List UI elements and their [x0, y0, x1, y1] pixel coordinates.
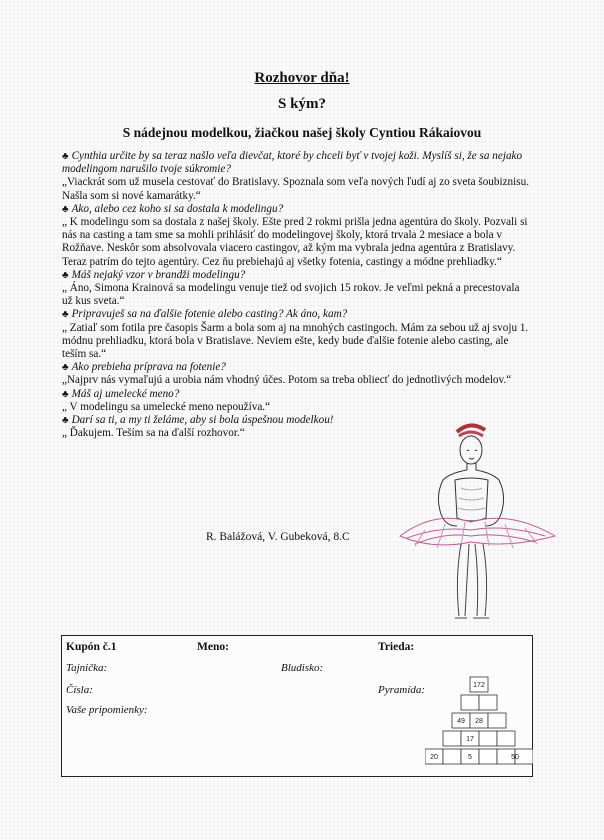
- pyramid-value: 5: [468, 754, 472, 761]
- question-4: ♣ Pripravuješ sa na ďalšie fotenie alebo casting? Ak áno, kam?: [62, 308, 348, 321]
- pyramid-cell: [479, 695, 497, 710]
- pyramid-cell: [479, 731, 497, 746]
- answer-3: „ Áno, Simona Krainová sa modelingu venuje tiež od svojich 15 rokov. Je veľmi pekná a precestovala už kus sveta.“: [62, 282, 520, 308]
- ballerina-illustration: [395, 418, 585, 623]
- comments-label: Vaše pripomienky:: [66, 704, 148, 716]
- legs: [455, 544, 489, 618]
- answer-2: „ K modelingu som sa dostala z našej školy. Ešte pred 2 rokmi prišla jedna agentúra do školy. Pozvali si nás na casting a tam sme sa mohli prihlásiť do modelingovej školy, ktorá trvala 2 mesiace a bola v Rožňave. Neskôr som absolvovala viacero castingov, až kým ma vybrala jedna agentúra z Bratislavy. Teraz patrím do tejto agentúry. Cez ňu prebiehajú aj všetky fotenia, castingy a módne prehliadky.“: [62, 216, 528, 268]
- answer-6: „ V modelingu sa umelecké meno nepoužíva.“: [62, 400, 271, 413]
- name-label: Meno:: [197, 641, 229, 653]
- pyramid-value: 20: [430, 754, 438, 761]
- secret-label: Tajnička:: [66, 662, 108, 674]
- question-7: ♣ Darí sa ti, a my ti želáme, aby si bola úspešnou modelkou!: [62, 414, 334, 427]
- question-5: ♣ Ako prebieha príprava na fotenie?: [62, 361, 226, 374]
- maze-label: Bludisko:: [281, 662, 324, 674]
- article-heading: S nádejnou modelkou, žiačkou našej školy Cyntiou Rákaiovou: [122, 125, 482, 140]
- answer-1: „Viackrát som už musela cestovať do Bratislavy. Spoznala som veľa nových ľudí aj zo sveta šoubiznisu. Našla som si nové kamarátky.“: [62, 176, 530, 202]
- answer-7: „ Ďakujem. Teším sa na ďalší rozhovor.“: [62, 427, 245, 440]
- head: [460, 436, 482, 464]
- page-title: Rozhovor dňa!: [254, 70, 350, 86]
- pyramid-value: 49: [457, 718, 465, 725]
- number-pyramid: [425, 676, 533, 769]
- pyramid-label: Pyramída:: [378, 684, 426, 696]
- club-icon: ♣: [62, 151, 69, 162]
- page-subtitle: S kým?: [278, 96, 326, 112]
- club-icon: ♣: [62, 362, 69, 374]
- coupon-form: [61, 635, 533, 777]
- club-icon: ♣: [62, 415, 69, 427]
- club-icon: ♣: [62, 388, 69, 400]
- club-icon: ♣: [62, 203, 69, 215]
- club-icon: ♣: [62, 269, 69, 281]
- pyramid-cell: [497, 731, 515, 746]
- pyramid-value: 17: [466, 736, 474, 743]
- pyramid-value: 28: [475, 718, 483, 725]
- answer-5: „Najprv nás vymaľujú a urobia nám vhodný účes. Potom sa treba obliecť do jednotlivých modelov.“: [62, 374, 512, 387]
- question-2: ♣ Ako, alebo cez koho si sa dostala k modelingu?: [62, 202, 284, 215]
- pyramid-cell: [479, 749, 497, 764]
- pyramid-cell: [461, 695, 479, 710]
- club-icon: ♣: [62, 309, 69, 321]
- numbers-label: Čísla:: [66, 684, 93, 696]
- class-label: Trieda:: [378, 641, 415, 653]
- pyramid-cell: [443, 731, 461, 746]
- tutu: [400, 518, 555, 548]
- pyramid-cell: [443, 749, 461, 764]
- pyramid-value: 50: [511, 754, 519, 761]
- question-1: ♣ Cynthia určite by sa teraz našlo veľa dievčat, ktoré by chceli byť v tvojej koži. Myslíš si, že sa nejako modelingom narušilo tvoje súkromie?: [62, 150, 523, 176]
- pyramid-top-value: 172: [473, 682, 485, 689]
- authors-credit: R. Balážová, V. Gubeková, 8.C: [206, 531, 350, 543]
- interview-text: [62, 150, 532, 440]
- pyramid-cell: [488, 713, 506, 728]
- answer-4: „ Zatiaľ som fotila pre časopis Šarm a bola som aj na mnohých castingoch. Mám za sebou už aj svoju 1. módnu prehliadku, ktorá bola v Bratislave. Neviem ešte, kedy bude ďalšie fotenie alebo casting, ale teším sa.“: [62, 321, 529, 361]
- question-6: ♣ Máš aj umelecké meno?: [62, 387, 180, 400]
- question-3: ♣ Máš nejaký vzor v brandži modelingu?: [62, 268, 246, 281]
- coupon-number: Kupón č.1: [66, 641, 117, 653]
